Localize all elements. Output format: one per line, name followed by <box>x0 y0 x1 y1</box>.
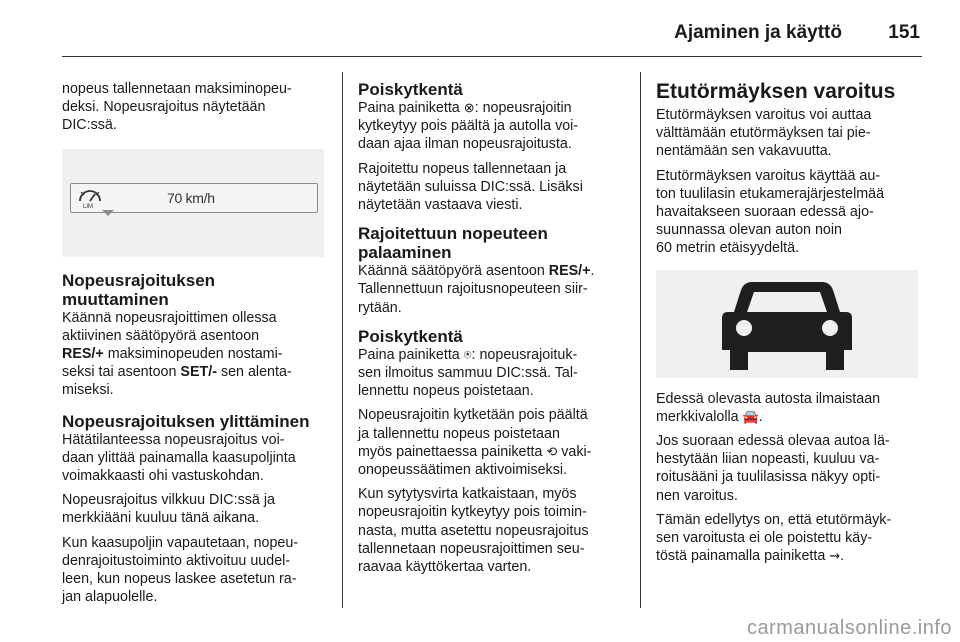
text-span: . <box>758 408 763 425</box>
text-span: myös painettaessa painiketta <box>358 443 547 460</box>
dic-speed-value: 70 km/h <box>167 189 215 206</box>
text-line: Käännä nopeusrajoittimen ollessa <box>62 309 277 326</box>
exceed-paragraph-1 <box>62 431 330 486</box>
set-minus-label: SET/- <box>180 364 217 381</box>
ignition-off-paragraph <box>358 485 624 576</box>
limiter-deactivate-paragraph <box>358 406 624 479</box>
text-line: miseksi. <box>62 382 114 399</box>
text-line: havaitakseen suoraan edessä ajo- <box>656 204 874 221</box>
fcw-paragraph-1 <box>656 106 926 161</box>
text-line: nopeus tallennetaan maksiminopeu- <box>62 81 292 97</box>
change-paragraph <box>62 309 330 400</box>
text-line <box>656 408 926 426</box>
text-span: vaki- <box>557 443 592 460</box>
text-line: DIC:ssä. <box>62 117 117 134</box>
text-line: näytetään vastaava viesti. <box>358 197 523 214</box>
text-line: aktiivinen säätöpyörä asentoon <box>62 327 260 344</box>
res-plus-label: RES/+ <box>62 346 104 363</box>
text-span: Paina painiketta <box>358 100 464 116</box>
text-line: Tallennettuun rajoitusnopeuteen siir- <box>358 281 588 298</box>
fcw-paragraph-5 <box>656 511 926 566</box>
text-line: tallennetaan nopeusrajoittimen seu- <box>358 540 585 557</box>
text-line: lennettu nopeus poistetaan. <box>358 383 534 400</box>
heading-forward-collision: Etutörmäyksen varoitus <box>656 80 896 103</box>
text-line: denrajoitustoiminto aktivoituu uudel- <box>62 552 291 569</box>
heading-line: palaaminen <box>358 243 452 263</box>
fcw-paragraph-2 <box>656 167 926 258</box>
text-line: Nopeusrajoitus vilkkuu DIC:ssä ja <box>62 492 275 509</box>
text-line: Jos suoraan edessä olevaa autoa lä- <box>656 433 890 450</box>
switch-off-2-paragraph <box>358 346 624 401</box>
limiter-icon: ⍟ <box>463 346 472 362</box>
text-line: Rajoitettu nopeus tallennetaan ja <box>358 160 567 177</box>
text-line: nasta, mutta asetettu nopeusrajoitus <box>358 522 589 539</box>
text-line <box>656 547 926 565</box>
cruise-control-icon: ⟲ <box>546 443 558 459</box>
text-line: Etutörmäyksen varoitus käyttää au- <box>656 167 881 184</box>
text-line: 60 metrin etäisyydeltä. <box>656 240 800 257</box>
text-span: sen alenta- <box>216 364 292 381</box>
text-line <box>358 262 624 280</box>
speed-limiter-icon <box>77 187 103 209</box>
text-line: jan alapuolelle. <box>62 589 158 606</box>
text-line <box>62 345 330 363</box>
text-line <box>358 443 624 461</box>
lim-label: LIM <box>83 203 94 209</box>
fcw-paragraph-4 <box>656 432 926 505</box>
text-line: Edessä olevasta autosta ilmaistaan <box>656 390 881 407</box>
watermark: carmanualsonline.info <box>746 617 952 639</box>
text-line: daan ajaa ilman nopeusrajoitusta. <box>358 136 572 153</box>
heading-line: Nopeusrajoituksen <box>62 270 216 290</box>
text-line: Nopeusrajoitin kytketään pois päältä <box>358 407 588 424</box>
text-span: maksiminopeuden nostami- <box>103 346 283 363</box>
heading-switch-off-2: Poiskytkentä <box>358 326 463 346</box>
column-divider-left <box>342 72 343 608</box>
column-2 <box>358 80 624 582</box>
text-line <box>62 363 330 381</box>
text-line: näytetään suluissa DIC:ssä. Lisäksi <box>358 178 583 195</box>
text-span: : nopeusrajoituk- <box>471 346 578 363</box>
collision-alert-button-icon: ⇝ <box>829 548 841 564</box>
column-3 <box>656 80 926 571</box>
text-line: nentämään sen vakavuutta. <box>656 143 832 160</box>
text-span: Paina painiketta <box>358 346 464 363</box>
text-span: . <box>840 548 845 565</box>
text-span: töstä painamalla painiketta <box>656 548 830 565</box>
text-line: Tämän edellytys on, että etutörmäyk- <box>656 511 892 528</box>
res-plus-label: RES/+ <box>548 263 591 280</box>
dic-display <box>70 183 318 213</box>
heading-line: Rajoitettuun nopeuteen <box>358 224 548 244</box>
text-line <box>358 99 624 117</box>
text-line: roitusääni ja tuulilasissa näkyy opti- <box>656 469 881 486</box>
text-line: voimakkaasti ohi vastuskohdan. <box>62 468 264 485</box>
text-line: Kun kaasupoljin vapautetaan, nopeu- <box>62 534 299 551</box>
heading-line: muuttaminen <box>62 289 169 309</box>
fcw-paragraph-3 <box>656 390 926 426</box>
text-span: merkkivalolla <box>656 408 743 425</box>
exceed-paragraph-2 <box>62 491 330 527</box>
chapter-title: Ajaminen ja käyttö <box>674 22 842 43</box>
text-line: nen varoitus. <box>656 487 738 504</box>
text-line <box>358 346 624 364</box>
text-line: Hätätilanteessa nopeusrajoitus voi- <box>62 431 285 448</box>
text-line: Kun sytytysvirta katkaistaan, myös <box>358 486 577 503</box>
text-span: . <box>590 263 595 280</box>
text-span: Käännä säätöpyörä asentoon <box>358 263 549 280</box>
page-header <box>62 10 922 57</box>
limiter-off-icon: ⊗ <box>463 100 475 115</box>
stored-speed-paragraph <box>358 160 624 215</box>
text-line: ja tallennettu nopeus poistetaan <box>358 425 560 442</box>
text-line: leen, kun nopeus laskee asetetun ra- <box>62 571 297 588</box>
column-divider-right <box>640 72 641 608</box>
text-line: kytkeytyy pois päältä ja autolla voi- <box>358 118 579 135</box>
text-line: hestytään liian nopeasti, kuuluu va- <box>656 451 880 468</box>
text-line: rytään. <box>358 299 402 316</box>
column-1 <box>62 80 330 612</box>
intro-paragraph <box>62 80 330 135</box>
text-line: sen varoitusta ei ole poistettu käy- <box>656 530 873 547</box>
text-span: : nopeusrajoitin <box>474 100 572 116</box>
text-line: raavaa käyttökertaa varten. <box>358 559 532 576</box>
text-line: sen ilmoitus sammuu DIC:ssä. Tal- <box>358 365 578 382</box>
text-line: onopeussäätimen aktivoimiseksi. <box>358 462 567 479</box>
text-line: merkkiääni kuuluu tänä aikana. <box>62 510 260 527</box>
heading-switch-off: Poiskytkentä <box>358 80 463 99</box>
heading-exceed-limit: Nopeusrajoituksen ylittäminen <box>62 411 310 431</box>
text-line: deksi. Nopeusrajoitus näytetään <box>62 99 266 116</box>
exceed-paragraph-3 <box>62 534 330 607</box>
text-line: ton tuulilasin etukamerajärjestelmää <box>656 185 885 202</box>
dic-pointer <box>102 210 114 216</box>
dic-display-figure <box>62 149 324 257</box>
heading-resume <box>358 224 624 262</box>
vehicle-ahead-indicator-icon: 🚘 <box>742 408 759 424</box>
vehicle-ahead-figure <box>656 270 918 378</box>
text-span: seksi tai asentoon <box>62 364 181 381</box>
text-line: daan ylittää painamalla kaasupoljinta <box>62 449 296 466</box>
text-line: nopeusrajoitin kytkeytyy pois toimin- <box>358 504 587 521</box>
switch-off-paragraph <box>358 99 624 154</box>
resume-paragraph <box>358 262 624 317</box>
text-line: suunnassa olevan auton noin <box>656 222 843 239</box>
page-number: 151 <box>888 22 920 43</box>
text-line: välttämään etutörmäyksen tai pie- <box>656 125 871 142</box>
text-line: Etutörmäyksen varoitus voi auttaa <box>656 107 872 123</box>
vehicle-ahead-icon <box>656 270 918 378</box>
heading-change-limit <box>62 271 330 309</box>
